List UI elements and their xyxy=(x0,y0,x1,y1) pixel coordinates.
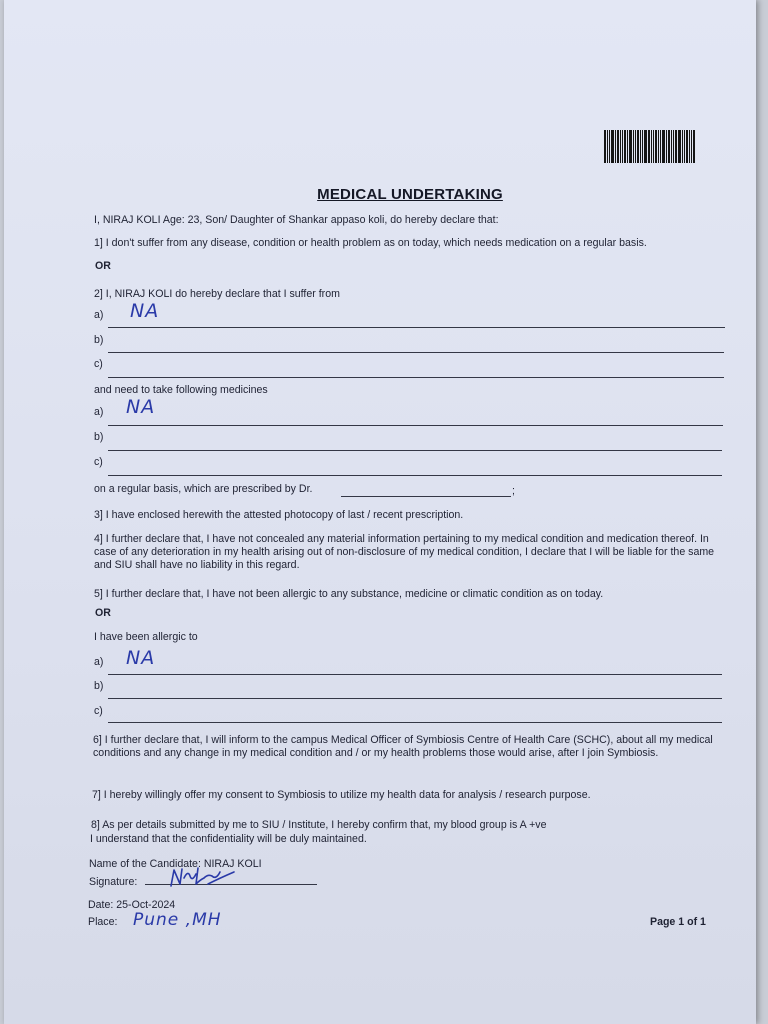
barcode-bar xyxy=(673,130,674,163)
barcode-bar xyxy=(684,130,685,163)
barcode-bar xyxy=(640,130,641,163)
barcode-bar xyxy=(611,130,614,163)
barcode-bar xyxy=(686,130,688,163)
condition-b-line xyxy=(108,352,724,353)
candidate-name: Name of the Candidate: NIRAJ KOLI xyxy=(89,858,262,870)
date-text: Date: 25-Oct-2024 xyxy=(88,899,176,911)
barcode-bar xyxy=(620,130,621,163)
barcode-bar xyxy=(609,130,610,163)
allergy-label-a: a) xyxy=(94,656,104,668)
barcode-bar xyxy=(648,130,650,163)
clause-3: 3] I have enclosed herewith the attested photocopy of last / recent prescription. xyxy=(94,509,464,521)
barcode-bar xyxy=(627,130,628,163)
barcode-bar xyxy=(615,130,616,163)
barcode-bar xyxy=(662,130,665,163)
barcode-bar xyxy=(617,130,619,163)
barcode-bar xyxy=(653,130,654,163)
barcode-bar xyxy=(642,130,643,163)
medicine-c-line xyxy=(108,475,722,476)
clause-7: 7] I hereby willingly offer my consent to Symbiosis to utilize my health data for analysis / research purpose. xyxy=(92,789,591,801)
medicine-a-handwritten: NA xyxy=(126,396,156,418)
intro-text: I, NIRAJ KOLI Age: 23, Son/ Daughter of Shankar appaso koli, do hereby declare that: xyxy=(94,214,499,226)
place-label: Place: xyxy=(88,916,118,928)
barcode-bar xyxy=(691,130,692,163)
condition-a-line xyxy=(108,327,725,328)
clause-1: 1] I don't suffer from any disease, condition or health problem as on today, which needs medication on a regular basis. xyxy=(94,237,647,249)
allergy-c-line xyxy=(108,722,722,723)
barcode-bar xyxy=(675,130,677,163)
semicolon: ; xyxy=(512,485,515,497)
clause-8-line-2: I understand that the confidentiality will be duly maintained. xyxy=(90,833,367,845)
document-title: MEDICAL UNDERTAKING xyxy=(317,186,503,203)
condition-label-c: c) xyxy=(94,358,103,370)
barcode-bar xyxy=(607,130,608,163)
barcode-bar xyxy=(678,130,681,163)
barcode-bar xyxy=(655,130,657,163)
barcode-bar xyxy=(644,130,647,163)
clause-4: 4] I further declare that, I have not concealed any material information pertaining to my medical condition and medication thereof. In case of any deterioration in my health arising out of non-disclosure of my medical condition, I declare that I will be liable for the same and SIU shall have no liability in this regard. xyxy=(94,533,715,571)
barcode-bar xyxy=(660,130,661,163)
barcode-bar xyxy=(637,130,639,163)
allergy-b-line xyxy=(108,698,722,699)
clause-5: 5] I further declare that, I have not been allergic to any substance, medicine or climatic condition as on today. xyxy=(94,588,604,600)
barcode-bar xyxy=(635,130,636,163)
barcode-bar xyxy=(622,130,623,163)
medicines-intro: and need to take following medicines xyxy=(94,384,268,396)
barcode-bar xyxy=(624,130,626,163)
barcode-bar xyxy=(668,130,670,163)
barcode-bar xyxy=(629,130,632,163)
barcode-bar xyxy=(633,130,634,163)
clause-2: 2] I, NIRAJ KOLI do hereby declare that I suffer from xyxy=(94,288,340,300)
medicine-b-line xyxy=(108,450,722,451)
condition-label-a: a) xyxy=(94,309,104,321)
page-number: Page 1 of 1 xyxy=(650,916,706,928)
medicine-a-line xyxy=(108,425,723,426)
barcode-bar xyxy=(671,130,672,163)
medicine-label-b: b) xyxy=(94,431,104,443)
barcode-bar xyxy=(658,130,659,163)
medicine-label-c: c) xyxy=(94,456,103,468)
condition-a-handwritten: NA xyxy=(130,300,160,322)
signature-label: Signature: xyxy=(89,876,138,888)
allergy-a-line xyxy=(108,674,722,675)
barcode-bar xyxy=(666,130,667,163)
condition-label-b: b) xyxy=(94,334,104,346)
clause-6: 6] I further declare that, I will inform to the campus Medical Officer of Symbiosis Centre of Health Care (SCHC), about all my medical conditions and any change in my medical condition and / or my health problems those would arise, after I join Symbiosis. xyxy=(93,734,713,759)
allergy-a-handwritten: NA xyxy=(126,647,156,669)
barcode-bar xyxy=(682,130,683,163)
handwritten-signature xyxy=(168,864,238,890)
barcode-bar xyxy=(693,130,695,163)
barcode-bar xyxy=(604,130,606,163)
or-label-2: OR xyxy=(95,607,111,619)
doctor-name-line xyxy=(341,496,511,497)
allergy-label-b: b) xyxy=(94,680,104,692)
place-handwritten: Pune ,MH xyxy=(133,910,222,930)
barcode xyxy=(604,130,726,163)
barcode-bar xyxy=(651,130,652,163)
condition-c-line xyxy=(108,377,724,378)
or-label-1: OR xyxy=(95,260,111,272)
allergy-label-c: c) xyxy=(94,705,103,717)
medicine-label-a: a) xyxy=(94,406,104,418)
prescribed-by-text: on a regular basis, which are prescribed by Dr. xyxy=(94,483,313,495)
allergic-intro: I have been allergic to xyxy=(94,631,198,643)
barcode-bar xyxy=(689,130,690,163)
clause-8-line-1: 8] As per details submitted by me to SIU / Institute, I hereby confirm that, my blood group is A +ve xyxy=(91,819,547,831)
